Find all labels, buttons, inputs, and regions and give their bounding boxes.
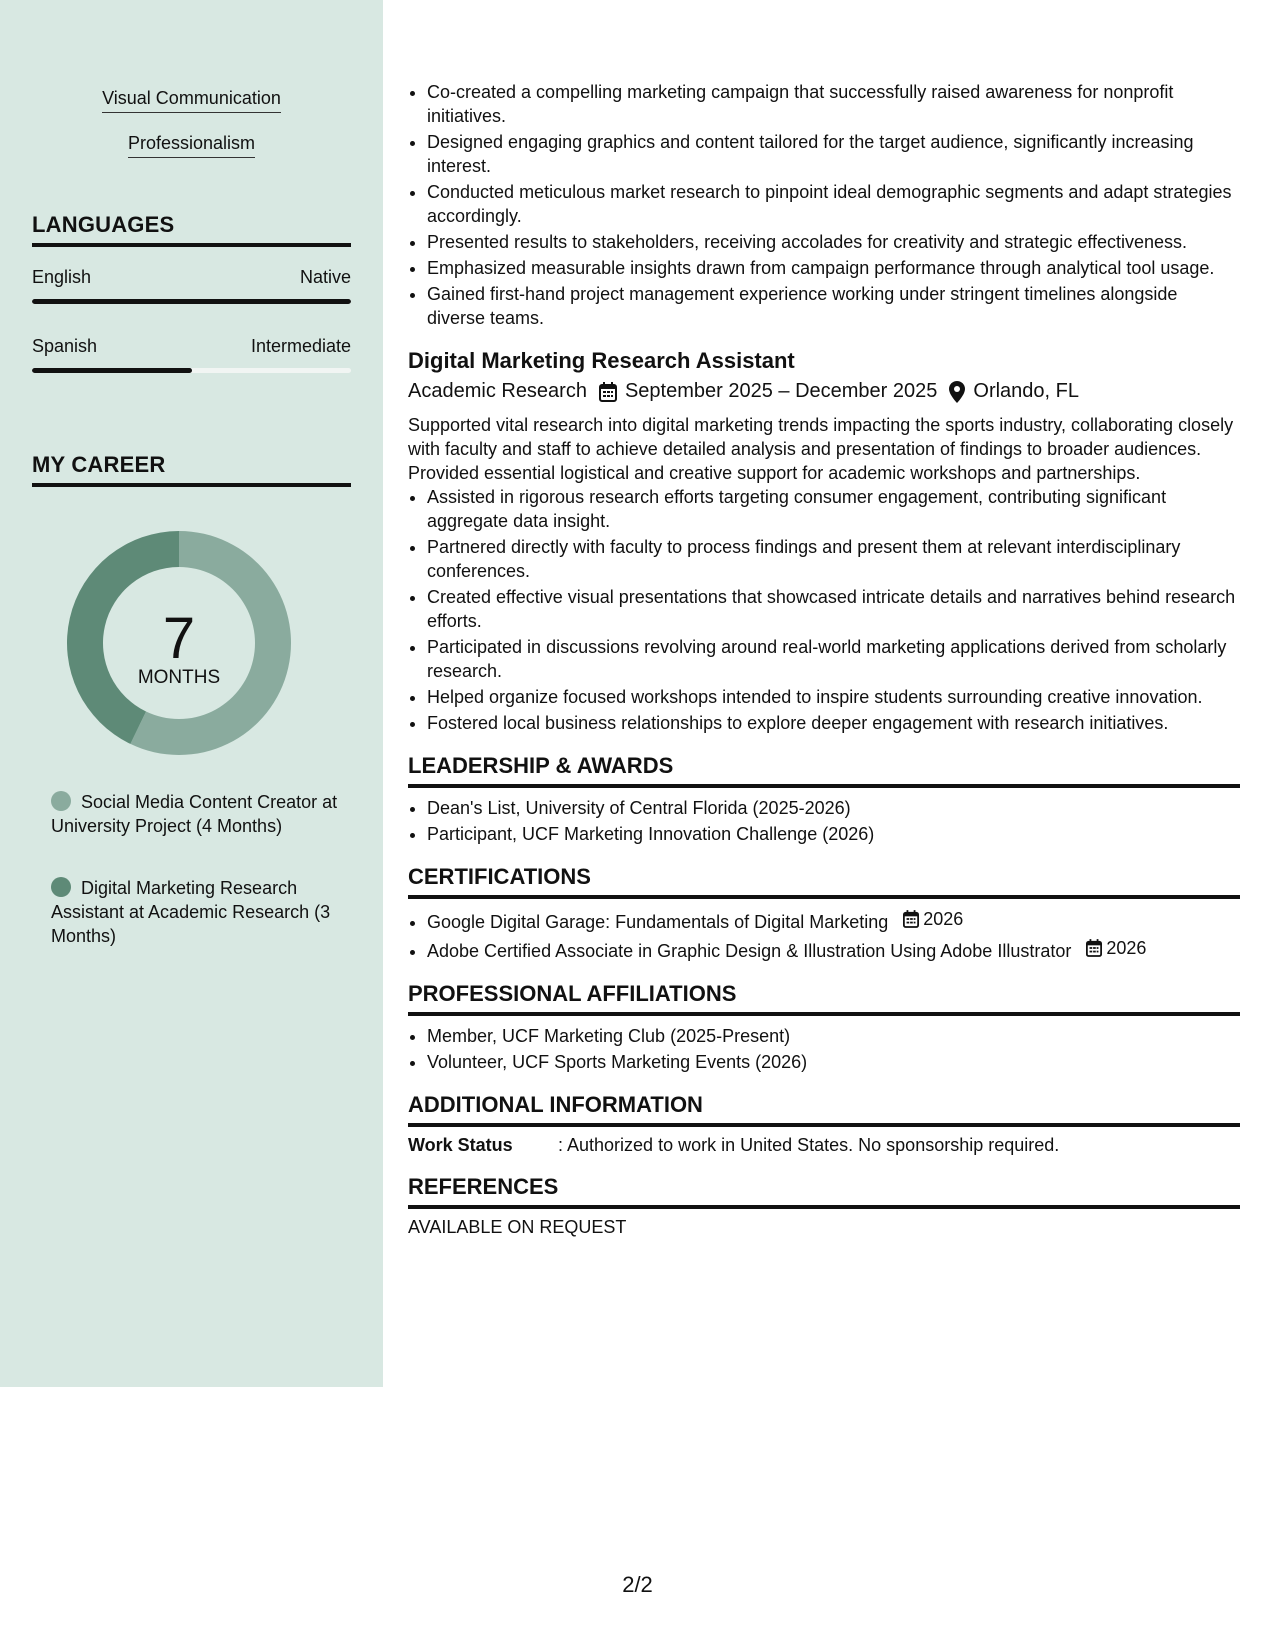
language-proficiency-bar	[32, 368, 351, 373]
certifications-list	[408, 907, 1240, 963]
list-item: • Helped organize focused workshops intended to inspire students surrounding creative innovation.	[427, 685, 1240, 709]
certification-name: Adobe Certified Associate in Graphic Design & Illustration Using Adobe Illustrator	[427, 941, 1072, 961]
work-status-label: Work Status	[408, 1135, 513, 1155]
career-total-value: 7	[162, 606, 196, 671]
career-legend-label: Digital Marketing Research Assistant at Academic Research (3 Months)	[51, 878, 331, 946]
list-item: • Presented results to stakeholders, receiving accolades for creativity and strategic effectiveness.	[427, 230, 1240, 254]
calendar-icon	[599, 382, 617, 402]
previous-job-bullets	[408, 80, 1240, 330]
job-meta	[408, 380, 1240, 403]
list-item: • Conducted meticulous market research to pinpoint ideal demographic segments and adapt strategies accordingly.	[427, 180, 1240, 228]
job-bullets	[408, 485, 1240, 735]
career-heading: MY CAREER	[32, 452, 351, 487]
leadership-heading: LEADERSHIP & AWARDS	[408, 753, 1240, 788]
affiliations-list	[408, 1024, 1240, 1074]
list-item: • Emphasized measurable insights drawn from campaign performance through analytical tool usage.	[427, 256, 1240, 280]
language-level: Intermediate	[250, 336, 351, 356]
location-pin-icon	[949, 381, 965, 403]
certifications-heading: CERTIFICATIONS	[408, 864, 1240, 899]
sidebar	[0, 0, 383, 1387]
language-proficiency-fill	[32, 368, 192, 373]
main-content	[408, 0, 1240, 1238]
certification-date: 2026	[903, 907, 963, 931]
language-row	[32, 267, 351, 288]
language-name: Spanish	[32, 336, 98, 356]
references-text: AVAILABLE ON REQUEST	[408, 1217, 627, 1237]
calendar-icon	[903, 910, 919, 928]
list-item: • Designed engaging graphics and content tailored for the target audience, significantly increasing interest.	[427, 130, 1240, 178]
career-legend-label: Social Media Content Creator at University Project (4 Months)	[51, 792, 338, 836]
list-item: • Participated in discussions revolving around real-world marketing applications derived from scholarly research.	[427, 635, 1240, 683]
language-level: Native	[299, 267, 351, 287]
list-item	[427, 907, 1240, 934]
job-company: Academic Research	[408, 380, 587, 402]
career-donut-chart	[66, 530, 292, 756]
list-item: • Fostered local business relationships to explore deeper engagement with research initiatives.	[427, 711, 1240, 735]
career-legend-item	[51, 790, 341, 838]
list-item: • Volunteer, UCF Sports Marketing Events (2026)	[427, 1050, 1240, 1074]
page-number: 2/2	[622, 1572, 653, 1597]
job-title: Digital Marketing Research Assistant	[408, 348, 795, 373]
language-row	[32, 336, 351, 357]
legend-dot-icon	[51, 877, 71, 897]
calendar-icon	[1086, 939, 1102, 957]
job-location: Orlando, FL	[973, 380, 1079, 402]
job-dates: September 2025 – December 2025	[624, 380, 938, 402]
list-item: • Created effective visual presentations that showcased intricate details and narratives behind research efforts.	[427, 585, 1240, 633]
additional-info-heading: ADDITIONAL INFORMATION	[408, 1092, 1240, 1127]
certification-date: 2026	[1086, 936, 1146, 960]
list-item: • Assisted in rigorous research efforts targeting consumer engagement, contributing significant aggregate data insight.	[427, 485, 1240, 533]
certification-name: Google Digital Garage: Fundamentals of Digital Marketing	[427, 912, 889, 932]
language-name: English	[32, 267, 92, 287]
work-status-value: : Authorized to work in United States. No sponsorship required.	[558, 1135, 1060, 1155]
language-proficiency-fill	[32, 299, 351, 304]
references-heading: REFERENCES	[408, 1174, 1240, 1209]
list-item: • Participant, UCF Marketing Innovation Challenge (2026)	[427, 822, 1240, 846]
languages-heading: LANGUAGES	[32, 212, 351, 247]
career-legend-item	[51, 876, 341, 948]
list-item	[427, 936, 1240, 963]
skill-item: Visual Communication	[0, 86, 383, 113]
work-status-row	[408, 1135, 1240, 1156]
career-total-unit: MONTHS	[137, 667, 221, 688]
job-summary: Supported vital research into digital marketing trends impacting the sports industry, collaborating closely with faculty and staff to achieve detailed analysis and presentation of findings to broader audiences. Provided essential logistical and creative support for academic workshops and partnerships.	[408, 415, 1234, 483]
list-item: • Partnered directly with faculty to process findings and present them at relevant interdisciplinary conferences.	[427, 535, 1240, 583]
affiliations-heading: PROFESSIONAL AFFILIATIONS	[408, 981, 1240, 1016]
skill-item: Professionalism	[0, 131, 383, 158]
list-item: • Co-created a compelling marketing campaign that successfully raised awareness for nonprofit initiatives.	[427, 80, 1240, 128]
language-proficiency-bar	[32, 299, 351, 304]
legend-dot-icon	[51, 791, 71, 811]
leadership-list	[408, 796, 1240, 846]
list-item: • Gained first-hand project management experience working under stringent timelines alongside diverse teams.	[427, 282, 1240, 330]
list-item: • Dean's List, University of Central Florida (2025-2026)	[427, 796, 1240, 820]
list-item: • Member, UCF Marketing Club (2025-Present)	[427, 1024, 1240, 1048]
